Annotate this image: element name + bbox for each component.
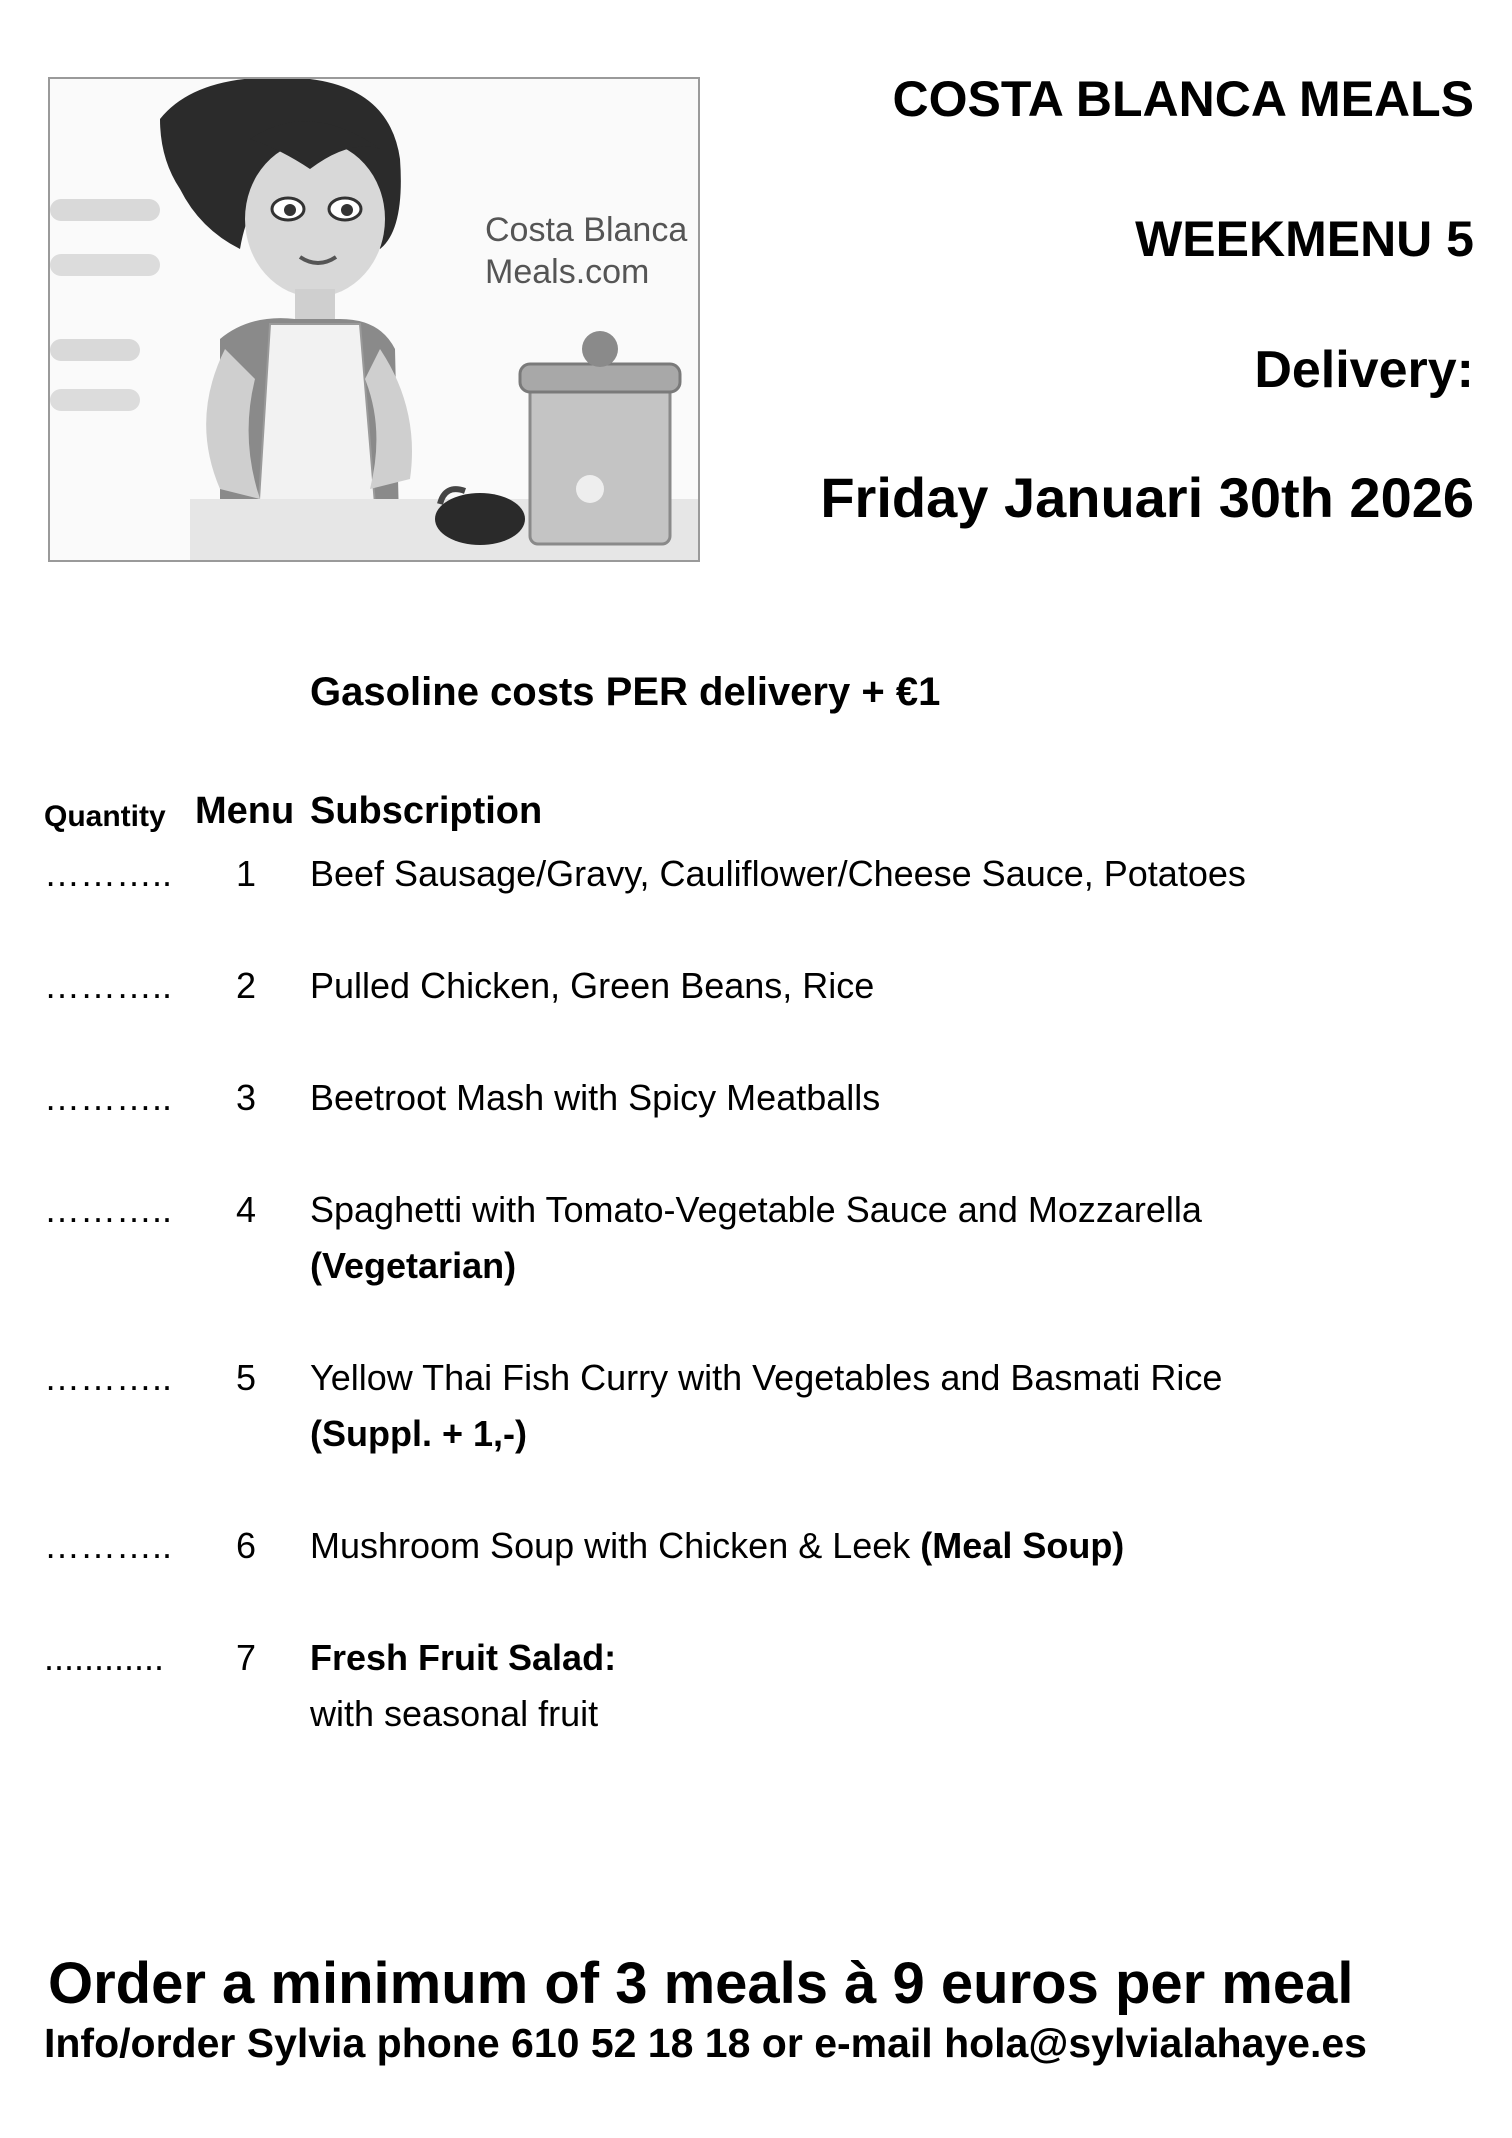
column-header-menu: Menu (195, 790, 295, 832)
menu-description (310, 958, 1490, 1014)
menu-description (310, 1518, 1490, 1574)
menu-number: 2 (236, 965, 257, 1006)
weekmenu-title: WEEKMENU 5 (1135, 211, 1474, 267)
delivery-label: Delivery: (1254, 341, 1474, 399)
quantity-field[interactable]: ……….. (44, 853, 173, 894)
menu-line1: Spaghetti with Tomato-Vegetable Sauce and Mozzarella (310, 1189, 1202, 1230)
menu-description (310, 1182, 1490, 1294)
menu-number: 5 (236, 1357, 257, 1398)
menu-line1-bold: Fresh Fruit Salad: (310, 1637, 617, 1678)
menu-number: 7 (236, 1637, 257, 1678)
chef-illustration (50, 79, 700, 562)
menu-number: 4 (236, 1189, 257, 1230)
logo-text-line2: Meals.com (485, 253, 650, 291)
menu-line1: Pulled Chicken, Green Beans, Rice (310, 965, 875, 1006)
menu-line1: Mushroom Soup with Chicken & Leek (310, 1525, 921, 1566)
menu-description (310, 1070, 1490, 1126)
logo-text (485, 209, 687, 293)
menu-line2: (Vegetarian) (310, 1245, 517, 1286)
quantity-field[interactable]: ……….. (44, 1525, 173, 1566)
order-minimum-note: Order a minimum of 3 meals à 9 euros per meal (48, 1951, 1354, 2016)
menu-number: 6 (236, 1525, 257, 1566)
menu-line1-bold: (Meal Soup) (920, 1525, 1125, 1566)
menu-line1: Beetroot Mash with Spicy Meatballs (310, 1077, 881, 1118)
column-header-quantity: Quantity (44, 800, 166, 833)
delivery-date: Friday Januari 30th 2026 (820, 466, 1474, 529)
column-header-subscription: Subscription (310, 790, 543, 832)
menu-number: 1 (236, 853, 257, 894)
logo-text-line1: Costa Blanca (485, 211, 688, 249)
quantity-field[interactable]: ……….. (44, 1077, 173, 1118)
menu-line2: (Suppl. + 1,-) (310, 1413, 528, 1454)
logo-image (48, 77, 700, 562)
quantity-field[interactable]: ……….. (44, 1357, 173, 1398)
gasoline-note: Gasoline costs PER delivery + €1 (310, 670, 941, 714)
menu-description (310, 1350, 1490, 1462)
quantity-field[interactable]: ……….. (44, 965, 173, 1006)
company-title: COSTA BLANCA MEALS (892, 71, 1474, 127)
menu-line2: with seasonal fruit (310, 1693, 599, 1734)
quantity-field[interactable]: ……….. (44, 1189, 173, 1230)
menu-number: 3 (236, 1077, 257, 1118)
quantity-field[interactable]: ............ (44, 1637, 165, 1678)
menu-line1: Beef Sausage/Gravy, Cauliflower/Cheese Sauce, Potatoes (310, 853, 1246, 894)
menu-description (310, 1630, 1490, 1742)
contact-info: Info/order Sylvia phone 610 52 18 18 or e-mail hola@sylvialahaye.es (44, 2020, 1367, 2066)
menu-line1: Yellow Thai Fish Curry with Vegetables and Basmati Rice (310, 1357, 1223, 1398)
menu-description (310, 846, 1490, 902)
